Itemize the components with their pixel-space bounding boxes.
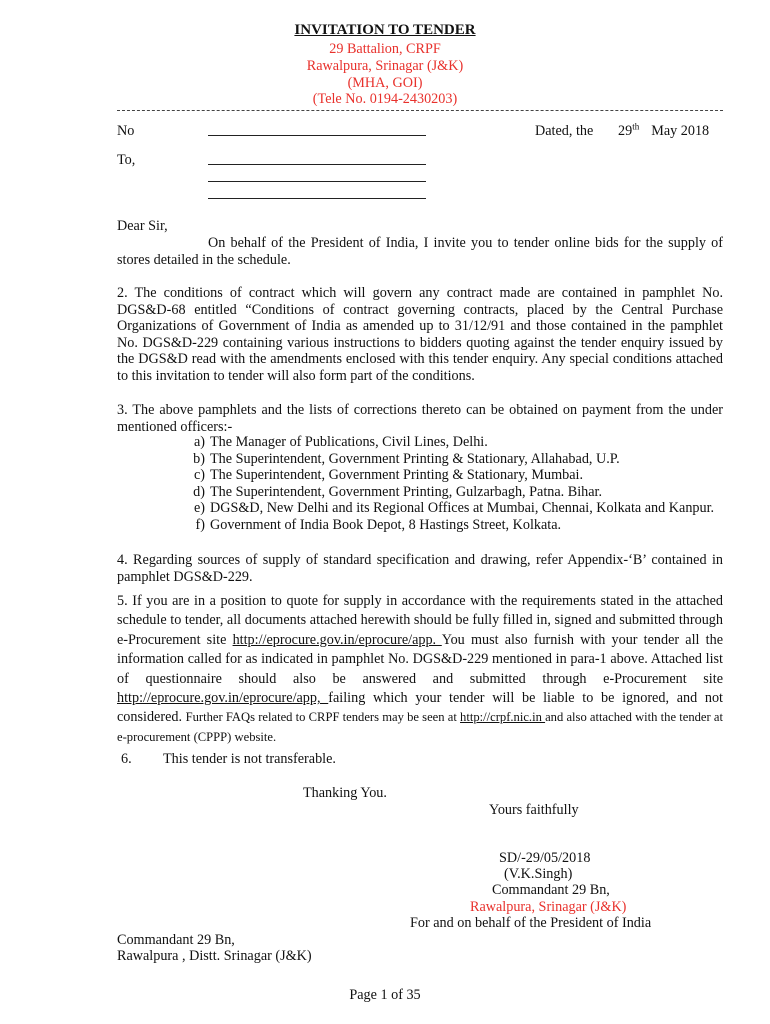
- on-behalf-text: For and on behalf of the President of India: [410, 915, 652, 931]
- list-item: d) The Superintendent, Government Printing, Gulzarbagh, Patna. Bihar.: [193, 483, 603, 500]
- officers-list: [175, 434, 723, 534]
- footer-address-line-1: Commandant 29 Bn,: [117, 932, 235, 948]
- signatory-rank: Commandant 29 Bn,: [492, 882, 610, 898]
- signatory-name: (V.K.Singh): [504, 866, 573, 882]
- list-item: a) The Manager of Publications, Civil Lines, Delhi.: [193, 434, 488, 450]
- paragraph-4: 4. Regarding sources of supply of standard specification and drawing, refer Appendix-‘B’ contained in pamphlet DGS&D-229.: [117, 552, 723, 585]
- date-label: Dated, the: [535, 123, 594, 139]
- paragraph-5: 5. If you are in a position to quote for supply in accordance with the requirements stated in the attached schedule to tender, all documents attached herewith should be fully filled in, signed and submitted through e-Procurement site http://eprocure.gov.in/eprocure/app. You must also furnish with your tender all the information called for as indicated in pamphlet No. DGS&D-229 mentioned in para-1 above. Attached list of questionnaire should also be answered and submitted through e-Procurement site http://eprocure.gov.in/eprocure/app, failing which your tender will be liable to be ignored, and not considered. Further FAQs related to CRPF tenders may be seen at http://crpf.nic.in and also attached with the tender at e-procurement (CPPP) website.: [117, 593, 724, 744]
- list-item: e) DGS&D, New Delhi and its Regional Offices at Mumbai, Chennai, Kolkata and Kanpur.: [193, 500, 715, 517]
- unit-phone: (Tele No. 0194-2430203): [312, 91, 458, 107]
- paragraph-2: 2. The conditions of contract which will govern any contract made are contained in pamphlet No. DGS&D-68 entitled “Conditions of contract governing contracts, placed by the Central Purchase Organizations of Government of India as amended up to 31/12/91 and those contained in the pamphlet No. DGS&D-229 containing various instructions to bidders quoting against the tender enquiry issued by the DGS&D read with the amendments enclosed with this tender enquiry. Any special conditions attached to this invitation to tender will also form part of the conditions.: [117, 285, 723, 384]
- page-title: INVITATION TO TENDER: [294, 22, 476, 38]
- unit-location: Rawalpura, Srinagar (J&K): [306, 58, 464, 74]
- no-label: No: [117, 123, 135, 139]
- page-number: Page 1 of 35: [349, 987, 421, 1003]
- to-label: To,: [117, 152, 136, 168]
- unit-ministry: (MHA, GOI): [347, 75, 423, 91]
- list-item: c) The Superintendent, Government Printing & Stationary, Mumbai.: [193, 467, 584, 484]
- crpf-link[interactable]: http://crpf.nic.in: [460, 710, 546, 725]
- paragraph-6-text: This tender is not transferable.: [163, 751, 336, 767]
- paragraph-6-number: 6.: [121, 751, 132, 767]
- no-blank: [208, 135, 426, 136]
- yours-faithfully: Yours faithfully: [489, 802, 579, 818]
- eprocure-link-1[interactable]: http://eprocure.gov.in/eprocure/app.: [232, 631, 442, 648]
- signature-date: SD/-29/05/2018: [499, 850, 591, 866]
- to-blank-2: [208, 181, 426, 182]
- intro-paragraph: On behalf of the President of India, I invite you to tender online bids for the supply of stores detailed in the schedule.: [117, 235, 723, 268]
- signatory-place: Rawalpura, Srinagar (J&K): [470, 899, 627, 915]
- to-blank-3: [208, 198, 426, 199]
- list-item: f) Government of India Book Depot, 8 Hastings Street, Kolkata.: [195, 516, 562, 533]
- thanking-text: Thanking You.: [303, 785, 387, 801]
- footer-address-line-2: Rawalpura , Distt. Srinagar (J&K): [117, 948, 312, 964]
- list-item: b) The Superintendent, Government Printing & Stationary, Allahabad, U.P.: [193, 450, 620, 467]
- unit-name: 29 Battalion, CRPF: [329, 41, 441, 57]
- date-value: 29th May 2018: [618, 121, 710, 139]
- to-blank-1: [208, 164, 426, 165]
- salutation: Dear Sir,: [117, 218, 168, 234]
- eprocure-link-2[interactable]: http://eprocure.gov.in/eprocure/app,: [117, 690, 329, 707]
- paragraph-3: 3. The above pamphlets and the lists of corrections thereto can be obtained on payment from the under mentioned officers:-: [117, 402, 723, 435]
- header-divider: [117, 110, 723, 111]
